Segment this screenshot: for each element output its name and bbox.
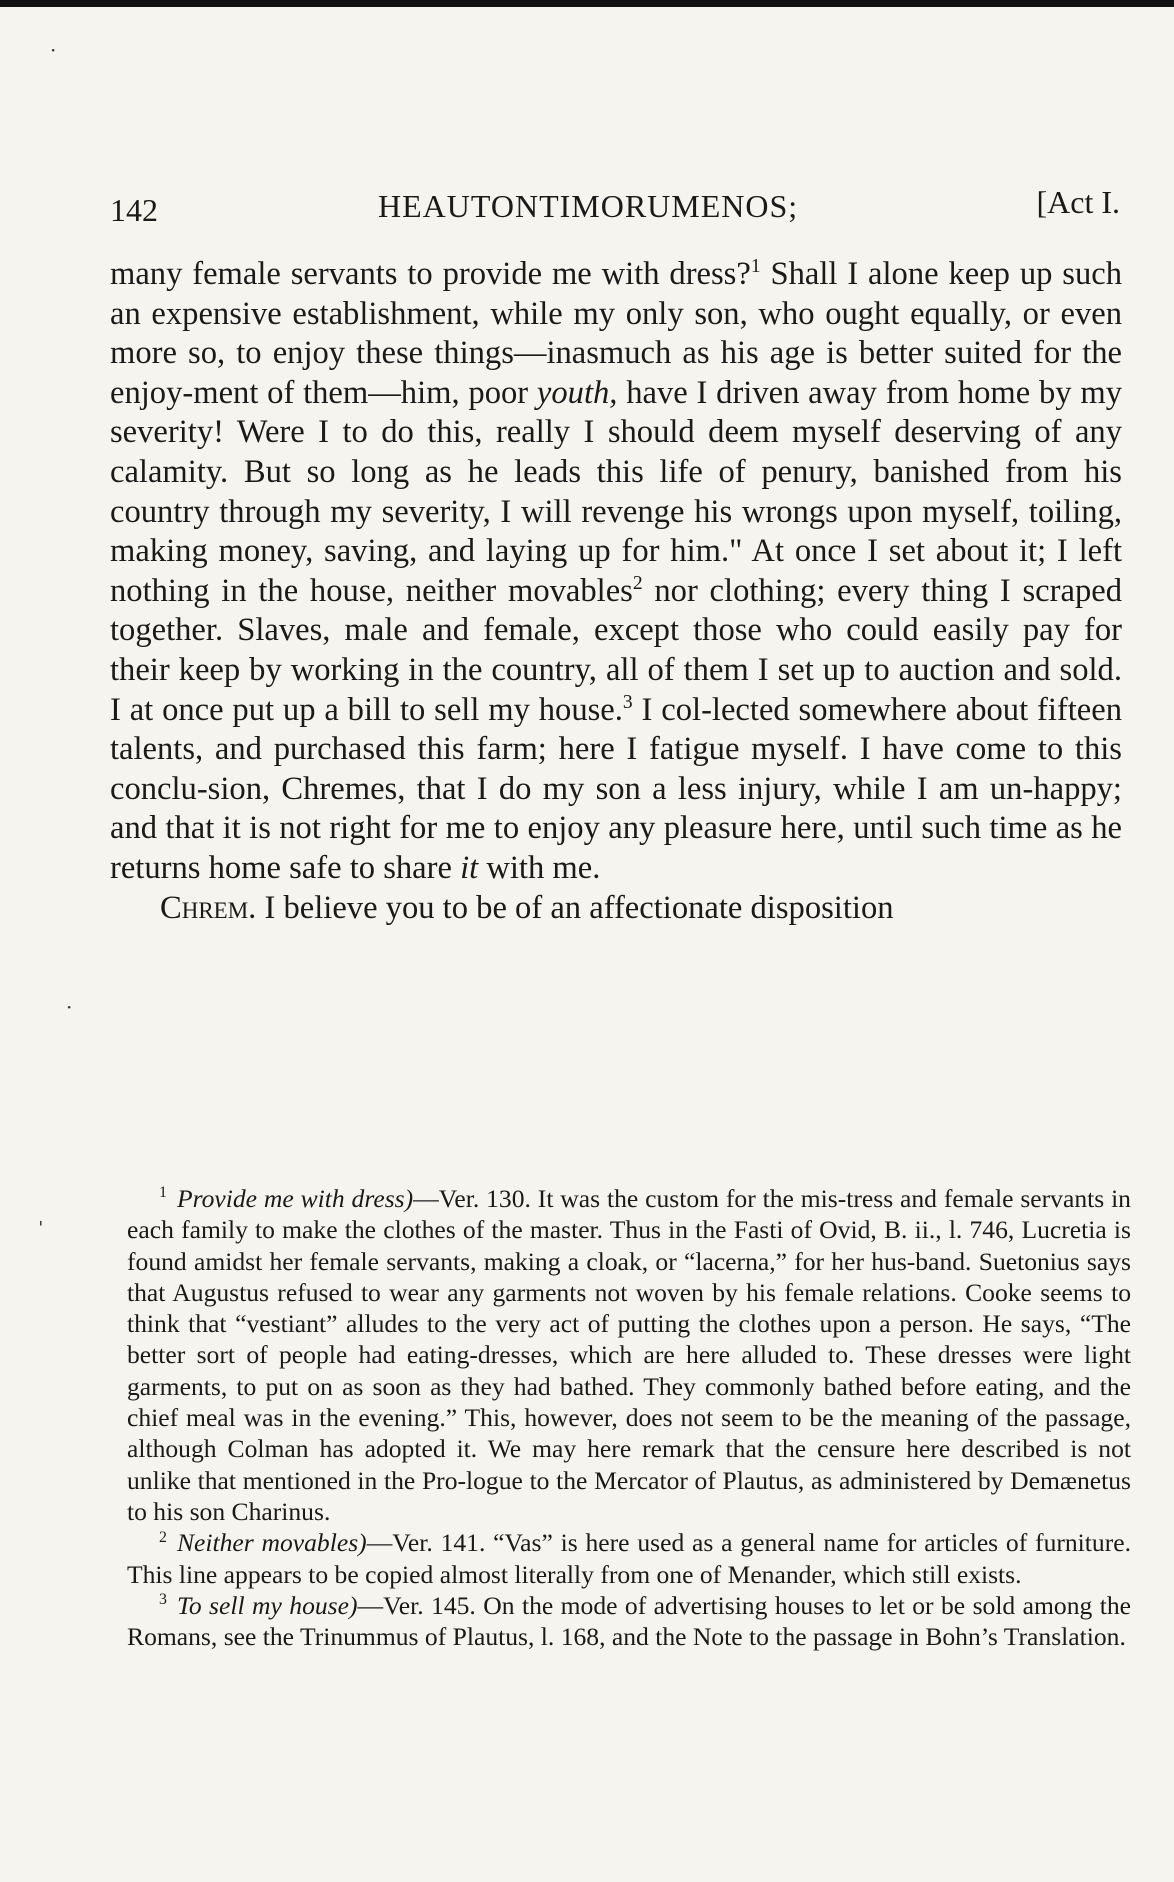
- scan-edge: [0, 0, 1174, 7]
- act-label: [Act I.: [1036, 184, 1120, 220]
- footnotes: [127, 1183, 1131, 1652]
- running-header: [110, 184, 1120, 234]
- running-title: HEAUTONTIMORUMENOS;: [378, 188, 799, 224]
- paragraph: Chrem. I believe you to be of an affectionate disposition: [160, 889, 894, 926]
- footnote-marker: 3: [159, 1591, 167, 1609]
- footnote-marker: 1: [159, 1184, 167, 1202]
- margin-speck: ˈ: [38, 1217, 44, 1241]
- margin-speck: ·: [50, 38, 57, 62]
- footnote-ref: 1: [750, 256, 761, 278]
- footnote: $^2$ Neither movables)—Ver. 141. “Vas” is here used as a general name for articles of furniture. This line appears to be copied almost literally from one of Menander, which still exists.: [127, 1528, 1131, 1589]
- footnote: $^1$ Provide me with dress)—Ver. 130. It was the custom for the mis-tress and female servants in each family to make the clothes of the master. Thus in the Fasti of Ovid, B. ii., l. 746, Lucretia is found amidst her female servants, making a cloak, or “lacerna,” for her hus-band. Suetonius says that Augustus refused to wear any garments not woven by his female relations. Cooke seems to think that “vestiant” alludes to the very act of putting the clothes upon a person. He says, “The better sort of people had eating-dresses, which are here alluded to. These dresses were light garments, to put on as soon as they had bathed. They commonly bathed before eating, and the chief meal was in the evening.” This, however, does not seem to be the meaning of the passage, although Colman has adopted it. We may here remark that the censure here described is not unlike that mentioned in the Pro-logue to the Mercator of Plautus, as administered by Demænetus to his son Charinus.: [127, 1184, 1131, 1526]
- speaker-name: Chrem.: [160, 889, 257, 926]
- footnote-marker: 2: [159, 1528, 167, 1546]
- page-number: 142: [110, 192, 158, 228]
- main-text: [110, 255, 1122, 928]
- footnote-reference: Provide me with dress): [176, 1184, 414, 1213]
- footnote-ref: 2: [632, 572, 643, 594]
- footnote-reference: Neither movables): [176, 1528, 367, 1558]
- margin-speck: ·: [66, 995, 73, 1019]
- footnote-ref: 3: [622, 691, 633, 713]
- paragraph: many female servants to provide me with dress?$^1$ Shall I alone keep up such an expensive establishment, while my only son, who ought equally, or even more so, to enjoy these things—inasmuch as his age is better suited for the enjoy-ment of them—him, poor youth, have I driven away from home by my severity! Were I to do this, really I should deem myself deserving of any calamity. But so long as he leads this life of penury, banished from his country through my severity, I will revenge his wrongs upon myself, toiling, making money, saving, and laying up for him." At once I set about it; I left nothing in the house, neither movables$^2$ nor clothing; every thing I scraped together. Slaves, male and female, except those who could easily pay for their keep by working in the country, all of them I set up to auction and sold. I at once put up a bill to sell my house.$^3$ I col-lected somewhere about fifteen talents, and purchased this farm; here I fatigue myself. I have come to this conclu-sion, Chremes, that I do my son a less injury, while I am un-happy; and that it is not right for me to enjoy any pleasure here, until such time as he returns home safe to share it with me.: [110, 256, 1123, 886]
- footnote: $^3$ To sell my house)—Ver. 145. On the mode of advertising houses to let or be sold among the Romans, see the Trinummus of Plautus, l. 168, and the Note to the passage in Bohn’s Translation.: [127, 1590, 1132, 1652]
- footnote-reference: To sell my house): [176, 1590, 358, 1620]
